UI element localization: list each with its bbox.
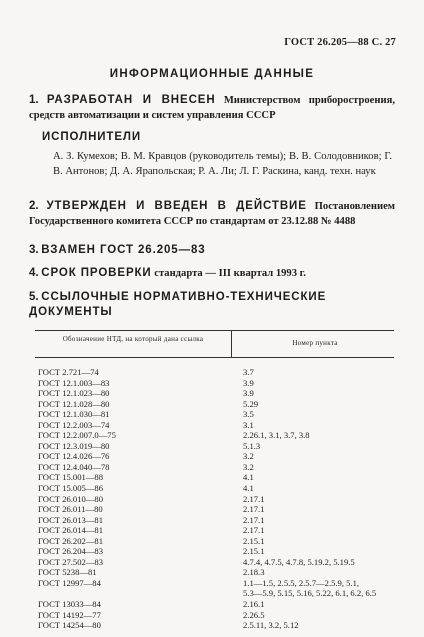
clause-numbers: 3.5 <box>243 409 254 420</box>
reference-designation: ГОСТ 2.721—74 <box>38 367 99 377</box>
reference-designation: ГОСТ 14192—77 <box>38 609 101 620</box>
table-row <box>36 409 396 420</box>
table-row <box>36 420 396 431</box>
clause-numbers: 3.1 <box>243 419 254 430</box>
clause-numbers: 2.5.11, 3.2, 5.12 <box>243 620 299 631</box>
section-2-approved <box>29 199 395 230</box>
table-row <box>36 504 396 515</box>
table-row <box>36 441 396 452</box>
reference-designation: ГОСТ 26.011—80 <box>38 504 103 515</box>
clause-numbers: 3.7 <box>243 367 254 377</box>
table-row <box>36 430 396 441</box>
clause-numbers: 2.26.5 <box>243 609 265 620</box>
clause-numbers: 2.17.1 <box>243 525 265 536</box>
section-1-subheading: ИСПОЛНИТЕЛИ <box>42 131 142 143</box>
clause-numbers: 5.29 <box>243 398 259 409</box>
reference-designation: ГОСТ 12.4.026—76 <box>38 451 110 462</box>
reference-designation: ГОСТ 13033—84 <box>38 599 101 610</box>
reference-designation: ГОСТ 14254—80 <box>38 620 101 631</box>
reference-designation: ГОСТ 12.2.003—74 <box>38 419 110 430</box>
table-row <box>36 399 396 410</box>
reference-designation: ГОСТ 26.010—80 <box>38 493 104 504</box>
section-3-number: 3. <box>29 244 39 256</box>
table-row <box>36 578 396 589</box>
table-row <box>36 515 396 526</box>
section-5-heading: ССЫЛОЧНЫЕ НОРМАТИВНО-ТЕХНИЧЕСКИЕ ДОКУМЕНТЫ <box>29 291 327 319</box>
clause-numbers: 4.1 <box>243 472 254 483</box>
clause-numbers: 2.17.1 <box>243 514 265 525</box>
clause-numbers: 3.9 <box>243 377 254 388</box>
table-row <box>36 388 396 399</box>
table-row <box>36 536 396 547</box>
section-4-heading: СРОК ПРОВЕРКИ <box>41 267 152 279</box>
table-col1-header: Обозначение НТД, на который дана ссылка <box>62 335 204 343</box>
clause-numbers: 3.9 <box>243 388 254 399</box>
clause-numbers: 3.2 <box>243 451 254 462</box>
reference-designation: ГОСТ 12.2.007.0—75 <box>38 430 116 441</box>
table-row <box>36 557 396 568</box>
clause-numbers: 2.17.1 <box>243 504 265 515</box>
section-1-developed <box>29 93 395 124</box>
table-header-rule <box>35 357 394 358</box>
clause-numbers: 3.2 <box>243 461 254 472</box>
reference-designation: ГОСТ 12.1.023—80 <box>38 388 110 399</box>
section-2-text: Постановлением Государственного комитета СССР по стандартам от 23.12.88 № 4488 <box>29 201 396 228</box>
section-1-number: 1. <box>29 94 39 106</box>
table-row <box>36 610 396 621</box>
table-row <box>36 451 396 462</box>
section-5-number: 5. <box>29 291 39 303</box>
section-4-text: стандарта — III квартал 1993 г. <box>154 268 306 279</box>
reference-designation: ГОСТ 26.013—81 <box>38 514 104 525</box>
clause-numbers: 2.26.1, 3.1, 3.7, 3.8 <box>243 430 310 441</box>
section-3-heading: ВЗАМЕН ГОСТ 26.205—83 <box>41 244 206 256</box>
table-row <box>36 546 396 557</box>
reference-designation: ГОСТ 5238—81 <box>38 567 97 578</box>
page-title: ИНФОРМАЦИОННЫЕ ДАННЫЕ <box>109 68 315 80</box>
section-1-text: Министерством приборостроения, средств автоматизации и систем управления СССР <box>29 95 395 122</box>
section-5-references <box>29 290 401 321</box>
reference-designation: ГОСТ 26.204—83 <box>38 546 104 557</box>
section-4-review <box>29 266 395 281</box>
reference-designation: ГОСТ 15.001—88 <box>38 472 104 483</box>
section-1-heading: РАЗРАБОТАН И ВНЕСЕН <box>46 94 216 106</box>
clause-numbers: 5.3—5.9, 5.15, 5.16, 5.22, 6.1, 6.2, 6.5 <box>243 588 377 599</box>
page-header: ГОСТ 26.205—88 С. 27 <box>284 37 396 48</box>
clause-numbers: 2.16.1 <box>243 599 265 610</box>
table-row <box>36 567 396 578</box>
table-row <box>36 525 396 536</box>
table-col2-header: Номер пункта <box>292 339 338 347</box>
section-2-heading: УТВЕРЖДЕН И ВВЕДЕН В ДЕЙСТВИЕ <box>46 200 307 212</box>
clause-numbers: 2.18.3 <box>243 567 265 578</box>
table-row <box>36 494 396 505</box>
table-row <box>36 462 396 473</box>
reference-designation <box>36 588 237 599</box>
clause-numbers: 2.17.1 <box>243 493 265 504</box>
clause-numbers: 4.7.4, 4.7.5, 4.7.8, 5.19.2, 5.19.5 <box>243 556 355 567</box>
reference-designation: ГОСТ 26.014—81 <box>38 525 104 536</box>
reference-designation: ГОСТ 15.005—86 <box>38 483 104 494</box>
reference-designation: ГОСТ 12.1.028—80 <box>38 398 110 409</box>
table-row <box>36 367 396 378</box>
reference-designation: ГОСТ 12.4.040—78 <box>38 461 110 472</box>
section-1-performers: А. З. Кумехов; В. М. Кравцов (руководитель темы); В. В. Солодовников; Г. В. Антонов; Д. А. Ярапольская; Р. А. Ли; Л. Г. Раскина, канд. техн. наук <box>53 151 392 178</box>
reference-designation: ГОСТ 12.1.030—81 <box>38 409 110 420</box>
section-2-number: 2. <box>29 200 39 212</box>
section-3-replaces <box>29 243 395 258</box>
table-header-divider <box>231 330 232 357</box>
table-row <box>36 378 396 389</box>
clause-numbers: 5.1.3 <box>243 440 261 451</box>
table-top-rule <box>35 330 394 331</box>
table-row <box>36 483 396 494</box>
clause-numbers: 2.15.1 <box>243 546 265 557</box>
clause-numbers: 4.1 <box>243 483 254 494</box>
reference-designation: ГОСТ 12.1.003—83 <box>38 377 110 388</box>
reference-designation: ГОСТ 26.202—81 <box>38 535 104 546</box>
table-row <box>36 599 396 610</box>
table-row <box>36 588 396 599</box>
table-row <box>36 620 396 631</box>
reference-designation: ГОСТ 12997—84 <box>38 577 101 588</box>
reference-designation: ГОСТ 12.3.019—80 <box>38 440 110 451</box>
reference-table-body <box>36 367 396 631</box>
table-row <box>36 472 396 483</box>
reference-designation: ГОСТ 27.502—83 <box>38 556 104 567</box>
clause-numbers: 1.1—1.5, 2.5.5, 2.5.7—2.5.9, 5.1, <box>243 577 360 588</box>
clause-numbers: 2.15.1 <box>243 535 265 546</box>
section-4-number: 4. <box>29 267 39 279</box>
